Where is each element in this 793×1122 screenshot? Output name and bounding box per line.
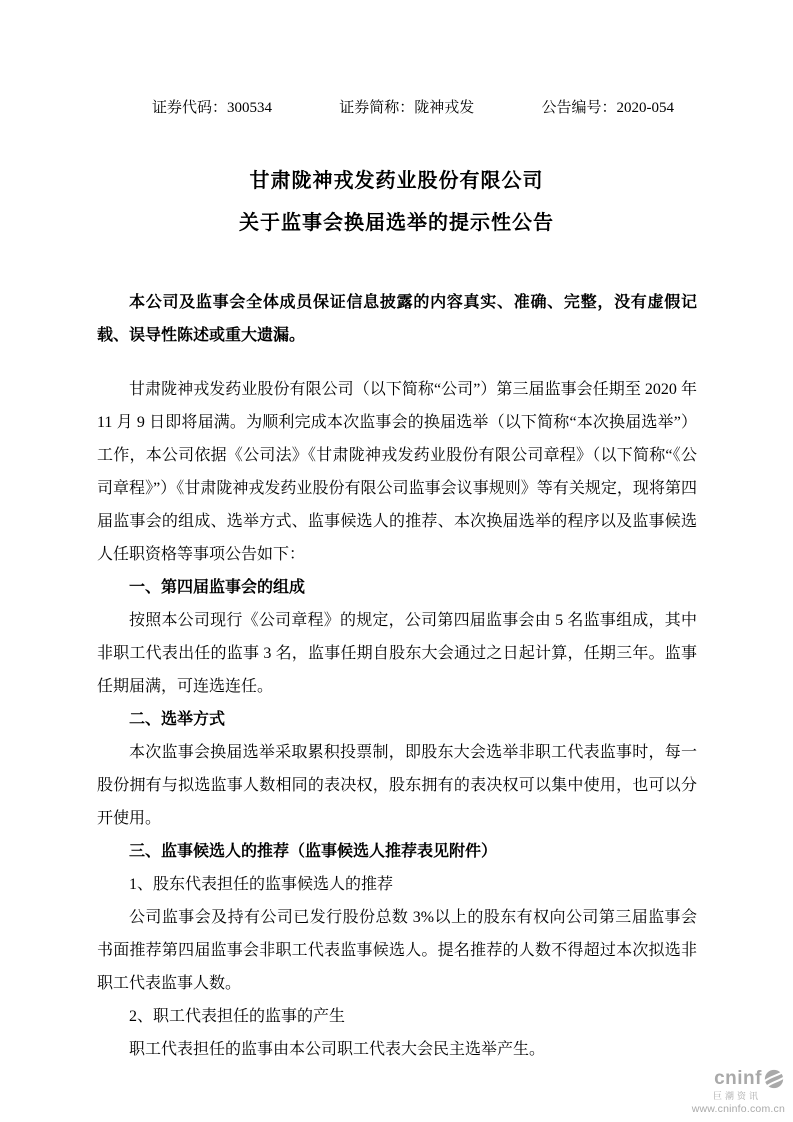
document-header bbox=[152, 98, 674, 118]
section-2-paragraph: 本次监事会换届选举采取累积投票制，即股东大会选举非职工代表监事时，每一股份拥有与拟选监事人数相同的表决权，股东拥有的表决权可以集中使用，也可以分开使用。 bbox=[97, 744, 697, 827]
section-heading-2: 二、选举方式 bbox=[129, 711, 226, 728]
announcement-number-label: 公告编号：2020-054 bbox=[541, 100, 674, 116]
section-heading-1: 一、第四届监事会的组成 bbox=[129, 579, 306, 596]
subitem-2-paragraph: 职工代表担任的监事由本公司职工代表大会民主选举产生。 bbox=[129, 1041, 546, 1058]
section-1-paragraph: 按照本公司现行《公司章程》的规定，公司第四届监事会由 5 名监事组成，其中非职工代表出任的监事 3 名，监事任期自股东大会通过之日起计算，任期三年。监事任期届满，可连选连任。 bbox=[97, 612, 697, 695]
stock-abbr-label: 证券简称：陇神戎发 bbox=[339, 100, 475, 116]
company-name-title: 甘肃陇神戎发药业股份有限公司 bbox=[249, 170, 544, 192]
cninfo-chinese-name: 巨潮资讯 bbox=[712, 1090, 761, 1101]
intro-paragraph: 甘肃陇神戎发药业股份有限公司（以下简称“公司”）第三届监事会任期至 2020 年 11 月 9 日即将届满。为顺利完成本次监事会的换届选举（以下简称“本次换届选举”）工作，本公司依据《公司法》《甘肃陇神戎发药业股份有限公司章程》（以下简称“《公司章程》”）《甘肃陇神戎发药业股份有限公司监事会议事规则》等有关规定，现将第四届监事会的组成、选举方式、监事候选人的推荐、本次换届选举的程序以及监事候选人任职资格等事项公告如下： bbox=[97, 381, 697, 563]
subitem-1-title: 1、股东代表担任的监事候选人的推荐 bbox=[129, 876, 394, 893]
announcement-title: 关于监事会换届选举的提示性公告 bbox=[239, 212, 554, 234]
cninfo-url: www.cninfo.com.cn bbox=[691, 1102, 785, 1115]
document-body bbox=[97, 373, 697, 1066]
section-heading-3: 三、监事候选人的推荐（监事候选人推荐表见附件） bbox=[129, 843, 498, 860]
subitem-1-paragraph: 公司监事会及持有公司已发行股份总数 3%以上的股东有权向公司第三届监事会书面推荐第四届监事会非职工代表监事候选人。提名推荐的人数不得超过本次拟选非职工代表监事人数。 bbox=[97, 909, 697, 992]
cninfo-brand-text: cninf bbox=[714, 1068, 762, 1089]
cninfo-swirl-icon bbox=[763, 1068, 785, 1090]
cninfo-watermark bbox=[692, 1068, 787, 1115]
subitem-2-title: 2、职工代表担任的监事的产生 bbox=[129, 1008, 346, 1025]
truthfulness-declaration: 本公司及监事会全体成员保证信息披露的内容真实、准确、完整，没有虚假记载、误导性陈述或重大遗漏。 bbox=[97, 294, 697, 344]
stock-code-label: 证券代码：300534 bbox=[152, 100, 273, 116]
